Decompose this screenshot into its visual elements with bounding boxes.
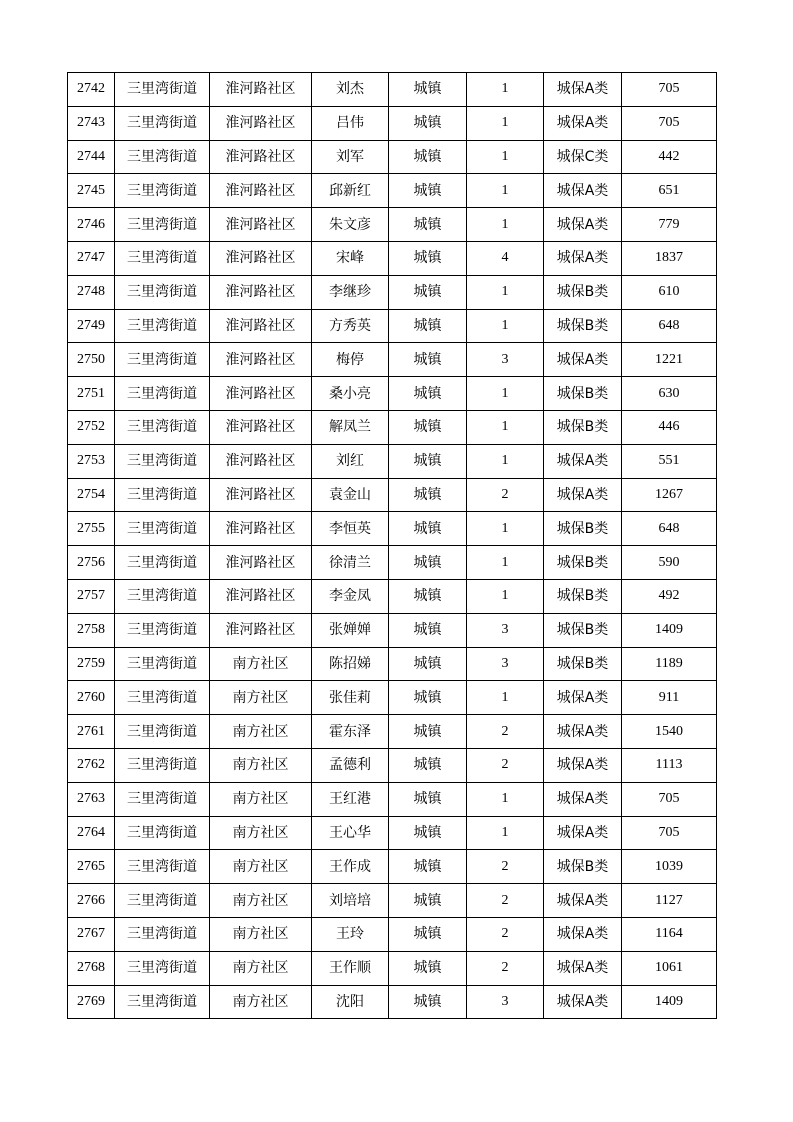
- household-size-cell: 1: [467, 174, 544, 208]
- serial-number-cell: 2753: [68, 444, 115, 478]
- serial-number-cell: 2765: [68, 850, 115, 884]
- amount-cell: 1409: [622, 985, 717, 1019]
- insurance-category-cell: 城保A类: [544, 174, 622, 208]
- area-type-cell: 城镇: [389, 850, 467, 884]
- area-type-cell: 城镇: [389, 715, 467, 749]
- area-type-cell: 城镇: [389, 681, 467, 715]
- area-type-cell: 城镇: [389, 647, 467, 681]
- insurance-category-cell: 城保A类: [544, 884, 622, 918]
- community-cell: 淮河路社区: [210, 208, 312, 242]
- area-type-cell: 城镇: [389, 309, 467, 343]
- name-cell: 陈招娣: [312, 647, 389, 681]
- area-type-cell: 城镇: [389, 546, 467, 580]
- table-row: [68, 782, 717, 816]
- community-cell: 淮河路社区: [210, 546, 312, 580]
- household-size-cell: 1: [467, 275, 544, 309]
- insurance-category-cell: 城保B类: [544, 275, 622, 309]
- serial-number-cell: 2745: [68, 174, 115, 208]
- table-row: [68, 410, 717, 444]
- serial-number-cell: 2767: [68, 917, 115, 951]
- community-cell: 淮河路社区: [210, 343, 312, 377]
- name-cell: 袁金山: [312, 478, 389, 512]
- community-cell: 淮河路社区: [210, 444, 312, 478]
- community-cell: 南方社区: [210, 884, 312, 918]
- table-row: [68, 681, 717, 715]
- insurance-category-cell: 城保B类: [544, 613, 622, 647]
- name-cell: 李金凤: [312, 579, 389, 613]
- amount-cell: 610: [622, 275, 717, 309]
- area-type-cell: 城镇: [389, 174, 467, 208]
- table-row: [68, 309, 717, 343]
- amount-cell: 1267: [622, 478, 717, 512]
- household-size-cell: 2: [467, 917, 544, 951]
- amount-cell: 1189: [622, 647, 717, 681]
- table-row: [68, 444, 717, 478]
- name-cell: 刘军: [312, 140, 389, 174]
- insurance-category-cell: 城保B类: [544, 579, 622, 613]
- household-size-cell: 1: [467, 681, 544, 715]
- table-row: [68, 884, 717, 918]
- name-cell: 霍东泽: [312, 715, 389, 749]
- household-size-cell: 3: [467, 343, 544, 377]
- household-size-cell: 3: [467, 985, 544, 1019]
- household-size-cell: 3: [467, 613, 544, 647]
- table-row: [68, 613, 717, 647]
- area-type-cell: 城镇: [389, 343, 467, 377]
- community-cell: 南方社区: [210, 681, 312, 715]
- serial-number-cell: 2762: [68, 748, 115, 782]
- table-row: [68, 748, 717, 782]
- household-size-cell: 1: [467, 512, 544, 546]
- community-cell: 南方社区: [210, 985, 312, 1019]
- street-cell: 三里湾街道: [115, 715, 210, 749]
- name-cell: 方秀英: [312, 309, 389, 343]
- community-cell: 南方社区: [210, 647, 312, 681]
- insurance-category-cell: 城保A类: [544, 106, 622, 140]
- community-cell: 淮河路社区: [210, 478, 312, 512]
- serial-number-cell: 2747: [68, 241, 115, 275]
- serial-number-cell: 2768: [68, 951, 115, 985]
- street-cell: 三里湾街道: [115, 579, 210, 613]
- name-cell: 梅停: [312, 343, 389, 377]
- amount-cell: 779: [622, 208, 717, 242]
- household-size-cell: 2: [467, 715, 544, 749]
- street-cell: 三里湾街道: [115, 546, 210, 580]
- serial-number-cell: 2752: [68, 410, 115, 444]
- name-cell: 朱文彦: [312, 208, 389, 242]
- street-cell: 三里湾街道: [115, 782, 210, 816]
- amount-cell: 1221: [622, 343, 717, 377]
- area-type-cell: 城镇: [389, 579, 467, 613]
- insurance-category-cell: 城保C类: [544, 140, 622, 174]
- household-size-cell: 1: [467, 579, 544, 613]
- community-cell: 淮河路社区: [210, 377, 312, 411]
- serial-number-cell: 2749: [68, 309, 115, 343]
- street-cell: 三里湾街道: [115, 343, 210, 377]
- insurance-category-cell: 城保A类: [544, 444, 622, 478]
- amount-cell: 911: [622, 681, 717, 715]
- area-type-cell: 城镇: [389, 444, 467, 478]
- community-cell: 淮河路社区: [210, 613, 312, 647]
- table-row: [68, 73, 717, 107]
- name-cell: 吕伟: [312, 106, 389, 140]
- area-type-cell: 城镇: [389, 917, 467, 951]
- area-type-cell: 城镇: [389, 140, 467, 174]
- area-type-cell: 城镇: [389, 410, 467, 444]
- table-row: [68, 241, 717, 275]
- street-cell: 三里湾街道: [115, 884, 210, 918]
- serial-number-cell: 2748: [68, 275, 115, 309]
- area-type-cell: 城镇: [389, 512, 467, 546]
- street-cell: 三里湾街道: [115, 444, 210, 478]
- insurance-category-cell: 城保A类: [544, 917, 622, 951]
- household-size-cell: 1: [467, 782, 544, 816]
- household-size-cell: 1: [467, 106, 544, 140]
- insurance-category-cell: 城保B类: [544, 850, 622, 884]
- street-cell: 三里湾街道: [115, 140, 210, 174]
- amount-cell: 648: [622, 512, 717, 546]
- serial-number-cell: 2742: [68, 73, 115, 107]
- table-row: [68, 850, 717, 884]
- street-cell: 三里湾街道: [115, 681, 210, 715]
- table-row: [68, 275, 717, 309]
- insurance-category-cell: 城保A类: [544, 816, 622, 850]
- table-row: [68, 377, 717, 411]
- table-row: [68, 579, 717, 613]
- community-cell: 南方社区: [210, 748, 312, 782]
- serial-number-cell: 2758: [68, 613, 115, 647]
- amount-cell: 648: [622, 309, 717, 343]
- table-row: [68, 546, 717, 580]
- insurance-category-cell: 城保A类: [544, 715, 622, 749]
- household-size-cell: 2: [467, 748, 544, 782]
- community-cell: 淮河路社区: [210, 106, 312, 140]
- serial-number-cell: 2759: [68, 647, 115, 681]
- name-cell: 孟德利: [312, 748, 389, 782]
- insurance-category-cell: 城保A类: [544, 985, 622, 1019]
- table-row: [68, 106, 717, 140]
- name-cell: 王玲: [312, 917, 389, 951]
- insurance-category-cell: 城保A类: [544, 782, 622, 816]
- serial-number-cell: 2754: [68, 478, 115, 512]
- table-row: [68, 985, 717, 1019]
- insurance-category-cell: 城保B类: [544, 647, 622, 681]
- name-cell: 张婵婵: [312, 613, 389, 647]
- community-cell: 南方社区: [210, 951, 312, 985]
- amount-cell: 1127: [622, 884, 717, 918]
- serial-number-cell: 2743: [68, 106, 115, 140]
- serial-number-cell: 2756: [68, 546, 115, 580]
- household-size-cell: 1: [467, 410, 544, 444]
- amount-cell: 590: [622, 546, 717, 580]
- table-body: [68, 73, 717, 1019]
- area-type-cell: 城镇: [389, 951, 467, 985]
- table-row: [68, 174, 717, 208]
- street-cell: 三里湾街道: [115, 985, 210, 1019]
- serial-number-cell: 2750: [68, 343, 115, 377]
- area-type-cell: 城镇: [389, 748, 467, 782]
- amount-cell: 1039: [622, 850, 717, 884]
- area-type-cell: 城镇: [389, 478, 467, 512]
- area-type-cell: 城镇: [389, 782, 467, 816]
- community-cell: 淮河路社区: [210, 512, 312, 546]
- area-type-cell: 城镇: [389, 106, 467, 140]
- area-type-cell: 城镇: [389, 816, 467, 850]
- table-row: [68, 816, 717, 850]
- area-type-cell: 城镇: [389, 613, 467, 647]
- table-row: [68, 917, 717, 951]
- amount-cell: 1540: [622, 715, 717, 749]
- serial-number-cell: 2763: [68, 782, 115, 816]
- street-cell: 三里湾街道: [115, 647, 210, 681]
- insurance-category-cell: 城保A类: [544, 208, 622, 242]
- name-cell: 王红港: [312, 782, 389, 816]
- amount-cell: 1113: [622, 748, 717, 782]
- insurance-category-cell: 城保A类: [544, 951, 622, 985]
- amount-cell: 1164: [622, 917, 717, 951]
- table-row: [68, 951, 717, 985]
- community-cell: 南方社区: [210, 782, 312, 816]
- amount-cell: 1409: [622, 613, 717, 647]
- name-cell: 桑小亮: [312, 377, 389, 411]
- insurance-category-cell: 城保A类: [544, 73, 622, 107]
- table-row: [68, 647, 717, 681]
- street-cell: 三里湾街道: [115, 613, 210, 647]
- amount-cell: 442: [622, 140, 717, 174]
- amount-cell: 446: [622, 410, 717, 444]
- community-cell: 淮河路社区: [210, 73, 312, 107]
- name-cell: 李恒英: [312, 512, 389, 546]
- community-cell: 淮河路社区: [210, 579, 312, 613]
- street-cell: 三里湾街道: [115, 208, 210, 242]
- area-type-cell: 城镇: [389, 241, 467, 275]
- insurance-category-cell: 城保A类: [544, 478, 622, 512]
- area-type-cell: 城镇: [389, 208, 467, 242]
- insurance-category-cell: 城保A类: [544, 681, 622, 715]
- name-cell: 沈阳: [312, 985, 389, 1019]
- community-cell: 南方社区: [210, 816, 312, 850]
- household-size-cell: 1: [467, 140, 544, 174]
- name-cell: 刘杰: [312, 73, 389, 107]
- household-size-cell: 4: [467, 241, 544, 275]
- benefit-roster-table: [67, 72, 717, 1019]
- serial-number-cell: 2769: [68, 985, 115, 1019]
- amount-cell: 551: [622, 444, 717, 478]
- amount-cell: 492: [622, 579, 717, 613]
- table-row: [68, 140, 717, 174]
- household-size-cell: 2: [467, 478, 544, 512]
- community-cell: 淮河路社区: [210, 140, 312, 174]
- insurance-category-cell: 城保B类: [544, 512, 622, 546]
- name-cell: 王作成: [312, 850, 389, 884]
- serial-number-cell: 2757: [68, 579, 115, 613]
- community-cell: 南方社区: [210, 917, 312, 951]
- street-cell: 三里湾街道: [115, 106, 210, 140]
- amount-cell: 705: [622, 816, 717, 850]
- household-size-cell: 2: [467, 884, 544, 918]
- serial-number-cell: 2744: [68, 140, 115, 174]
- name-cell: 刘培培: [312, 884, 389, 918]
- serial-number-cell: 2760: [68, 681, 115, 715]
- street-cell: 三里湾街道: [115, 850, 210, 884]
- community-cell: 淮河路社区: [210, 174, 312, 208]
- serial-number-cell: 2764: [68, 816, 115, 850]
- table-row: [68, 208, 717, 242]
- serial-number-cell: 2755: [68, 512, 115, 546]
- community-cell: 南方社区: [210, 715, 312, 749]
- amount-cell: 705: [622, 73, 717, 107]
- insurance-category-cell: 城保B类: [544, 377, 622, 411]
- community-cell: 南方社区: [210, 850, 312, 884]
- table-row: [68, 343, 717, 377]
- street-cell: 三里湾街道: [115, 478, 210, 512]
- name-cell: 徐清兰: [312, 546, 389, 580]
- name-cell: 王心华: [312, 816, 389, 850]
- street-cell: 三里湾街道: [115, 512, 210, 546]
- name-cell: 张佳莉: [312, 681, 389, 715]
- amount-cell: 705: [622, 106, 717, 140]
- amount-cell: 1837: [622, 241, 717, 275]
- serial-number-cell: 2751: [68, 377, 115, 411]
- street-cell: 三里湾街道: [115, 951, 210, 985]
- street-cell: 三里湾街道: [115, 917, 210, 951]
- serial-number-cell: 2766: [68, 884, 115, 918]
- insurance-category-cell: 城保A类: [544, 748, 622, 782]
- amount-cell: 651: [622, 174, 717, 208]
- insurance-category-cell: 城保A类: [544, 241, 622, 275]
- community-cell: 淮河路社区: [210, 275, 312, 309]
- amount-cell: 630: [622, 377, 717, 411]
- amount-cell: 705: [622, 782, 717, 816]
- street-cell: 三里湾街道: [115, 275, 210, 309]
- area-type-cell: 城镇: [389, 275, 467, 309]
- street-cell: 三里湾街道: [115, 309, 210, 343]
- serial-number-cell: 2746: [68, 208, 115, 242]
- community-cell: 淮河路社区: [210, 241, 312, 275]
- insurance-category-cell: 城保B类: [544, 410, 622, 444]
- serial-number-cell: 2761: [68, 715, 115, 749]
- table-row: [68, 478, 717, 512]
- street-cell: 三里湾街道: [115, 748, 210, 782]
- community-cell: 淮河路社区: [210, 309, 312, 343]
- household-size-cell: 1: [467, 444, 544, 478]
- table-row: [68, 715, 717, 749]
- street-cell: 三里湾街道: [115, 241, 210, 275]
- street-cell: 三里湾街道: [115, 73, 210, 107]
- name-cell: 解凤兰: [312, 410, 389, 444]
- household-size-cell: 1: [467, 309, 544, 343]
- name-cell: 邱新红: [312, 174, 389, 208]
- insurance-category-cell: 城保A类: [544, 343, 622, 377]
- household-size-cell: 3: [467, 647, 544, 681]
- household-size-cell: 2: [467, 850, 544, 884]
- street-cell: 三里湾街道: [115, 816, 210, 850]
- household-size-cell: 2: [467, 951, 544, 985]
- household-size-cell: 1: [467, 377, 544, 411]
- area-type-cell: 城镇: [389, 884, 467, 918]
- household-size-cell: 1: [467, 546, 544, 580]
- area-type-cell: 城镇: [389, 73, 467, 107]
- table-row: [68, 512, 717, 546]
- street-cell: 三里湾街道: [115, 377, 210, 411]
- insurance-category-cell: 城保B类: [544, 309, 622, 343]
- insurance-category-cell: 城保B类: [544, 546, 622, 580]
- area-type-cell: 城镇: [389, 377, 467, 411]
- street-cell: 三里湾街道: [115, 410, 210, 444]
- name-cell: 宋峰: [312, 241, 389, 275]
- name-cell: 王作顺: [312, 951, 389, 985]
- household-size-cell: 1: [467, 73, 544, 107]
- name-cell: 刘红: [312, 444, 389, 478]
- amount-cell: 1061: [622, 951, 717, 985]
- community-cell: 淮河路社区: [210, 410, 312, 444]
- name-cell: 李继珍: [312, 275, 389, 309]
- area-type-cell: 城镇: [389, 985, 467, 1019]
- household-size-cell: 1: [467, 208, 544, 242]
- street-cell: 三里湾街道: [115, 174, 210, 208]
- household-size-cell: 1: [467, 816, 544, 850]
